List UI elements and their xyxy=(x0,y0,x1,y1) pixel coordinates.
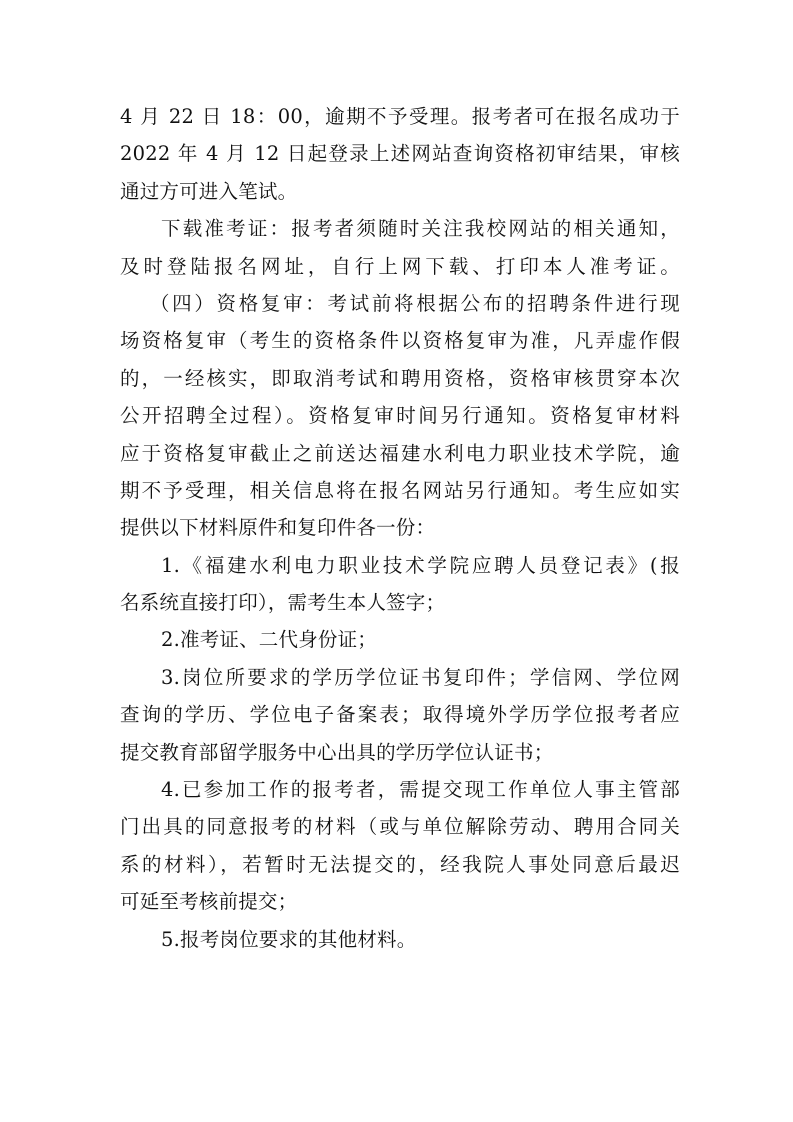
text-line-23: 5.报考岗位要求的其他材料。 xyxy=(161,927,417,951)
text-line-4: 下载准考证：报考者须随时关注我校网站的相关通知， xyxy=(161,217,680,241)
text-line-20: 门出具的同意报考的材料（或与单位解除劳动、聘用合同关 xyxy=(120,815,680,839)
text-line-17: 查询的学历、学位电子备案表；取得境外学历学位报考者应 xyxy=(120,703,680,727)
text-line-18: 提交教育部留学服务中心出具的学历学位认证书； xyxy=(120,740,554,764)
text-line-14: 名系统直接打印），需考生本人签字； xyxy=(120,591,446,615)
text-line-10: 应于资格复审截止之前送达福建水利电力职业技术学院，逾 xyxy=(120,441,680,465)
text-line-5: 及时登陆报名网址，自行上网下载、打印本人准考证。 xyxy=(120,254,680,278)
text-line-12: 提供以下材料原件和复印件各一份： xyxy=(120,516,436,540)
text-line-9: 公开招聘全过程）。资格复审时间另行通知。资格复审材料 xyxy=(120,404,680,428)
text-line-2: 2022 年 4 月 12 日起登录上述网站查询资格初审结果，审核 xyxy=(120,142,680,166)
text-line-11: 期不予受理，相关信息将在报名网站另行通知。考生应如实 xyxy=(120,478,680,502)
text-line-1: 4 月 22 日 18：00，逾期不予受理。报考者可在报名成功于 xyxy=(120,105,680,128)
text-line-21: 系的材料），若暂时无法提交的，经我院人事处同意后最迟 xyxy=(120,852,680,876)
text-line-6: （四）资格复审：考试前将根据公布的招聘条件进行现 xyxy=(150,291,680,315)
text-line-15: 2.准考证、二代身份证； xyxy=(161,628,378,652)
text-line-13: 1.《福建水利电力职业技术学院应聘人员登记表》(报 xyxy=(161,553,680,577)
document-body xyxy=(120,98,680,958)
text-line-19: 4.已参加工作的报考者，需提交现工作单位人事主管部 xyxy=(161,778,680,802)
text-line-22: 可延至考核前提交； xyxy=(120,890,298,914)
text-line-8: 的，一经核实，即取消考试和聘用资格，资格审核贯穿本次 xyxy=(120,366,680,390)
text-line-7: 场资格复审（考生的资格条件以资格复审为准，凡弄虚作假 xyxy=(120,329,680,353)
text-line-3: 通过方可进入笔试。 xyxy=(120,179,298,203)
text-line-16: 3.岗位所要求的学历学位证书复印件；学信网、学位网 xyxy=(161,665,680,689)
